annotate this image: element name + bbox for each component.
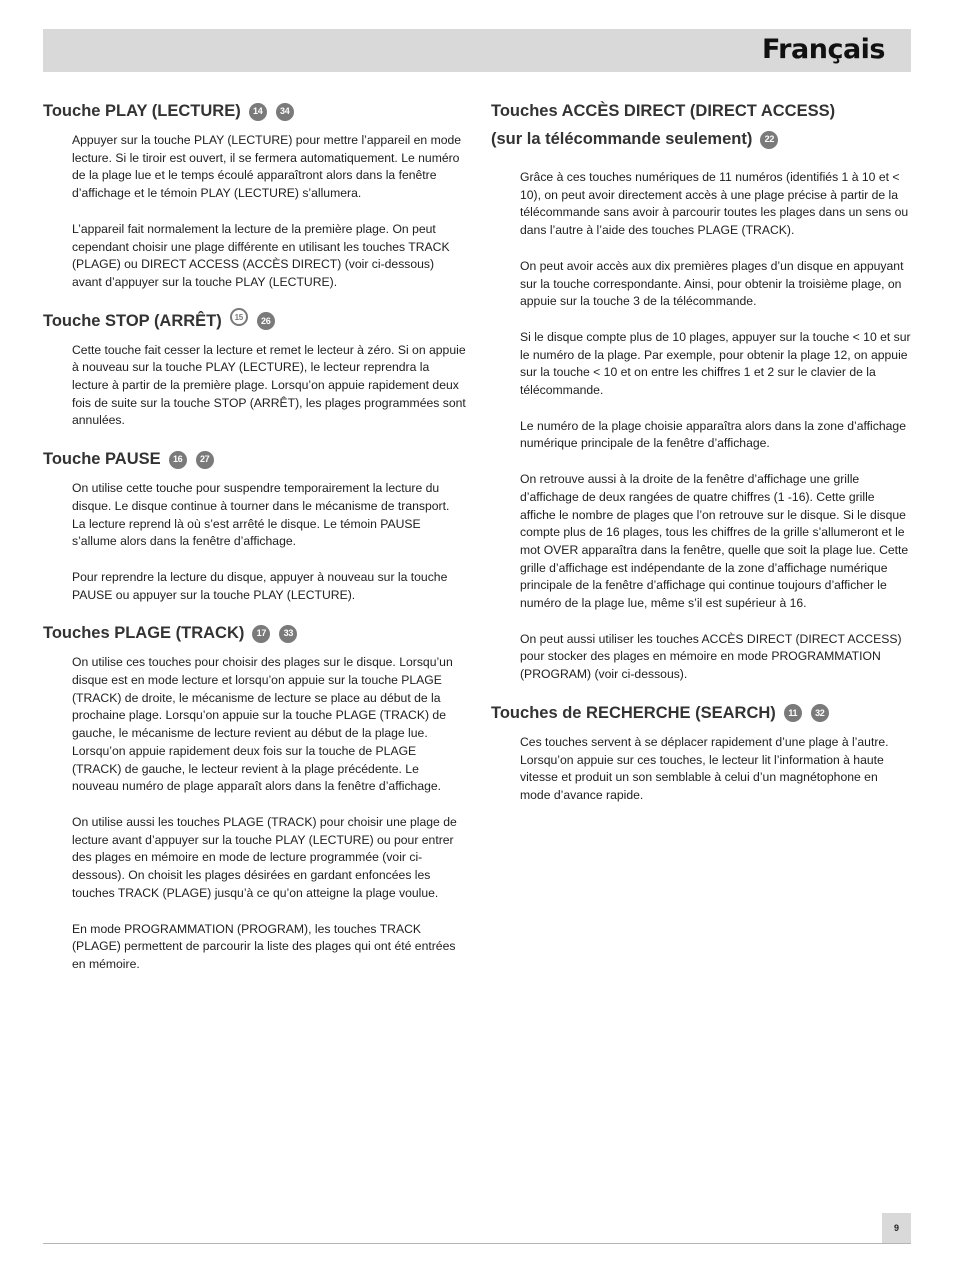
callout-number-badge: 27	[196, 451, 214, 469]
callout-number-badge: 26	[257, 312, 275, 330]
section-track	[43, 622, 466, 973]
paragraph: Appuyer sur la touche PLAY (LECTURE) pour mettre l’appareil en mode lecture. Si le tiroir est ouvert, il se fermera automatiquement. Le numéro de la plage lue et le temps écoulé apparaîtront alors dans la fenêtre d’affichage et le témoin PLAY (LECTURE) s’allumera.	[72, 133, 462, 201]
callout-number-badge: 15	[230, 308, 248, 326]
paragraph: On utilise aussi les touches PLAGE (TRACK) pour choisir une plage de lecture avant d’appuyer sur la touche PLAY (LECTURE) ou pour entrer des plages en mémoire en mode de lecture programmée (voir ci-dessous). On choisit les plages désirées en gardant enfoncées les touches TRACK (PLAGE) jusqu’à ce qu’on atteigne la plage voulue.	[72, 814, 457, 900]
section-heading: Touche STOP (ARRÊT) 15 26	[43, 310, 466, 333]
paragraph: On peut aussi utiliser les touches ACCÈS DIRECT (DIRECT ACCESS) pour stocker des plages en mémoire en mode PROGRAMMATION (PROGRAM) (voir ci-dessous).	[520, 631, 902, 682]
header-bar	[43, 29, 911, 72]
callout-number-badge: 17	[252, 625, 270, 643]
callout-number-badge: 14	[249, 103, 267, 121]
page-title: Français	[761, 34, 885, 65]
paragraph: On utilise ces touches pour choisir des plages sur le disque. Lorsqu’un disque est en mode lecture et lorsqu’on appuie sur la touche PLAGE (TRACK) de droite, le mécanisme de lecture se place au début de la prochaine plage. Lorsqu’on appuie sur la touche PLAGE (TRACK) de gauche, le mécanisme de lecture revient au début de la plage lue. Lorsqu’on appuie rapidement deux fois sur la touche de PLAGE (TRACK) de gauche, le lecteur revient à la plage précédente. Le nouveau numéro de plage apparaît alors dans la fenêtre d’affichage.	[72, 655, 453, 794]
paragraph: Ces touches servent à se déplacer rapidement d’une plage à l’autre. Lorsqu’on appuie sur ces touches, le lecteur lit l’information à haute vitesse et produit un son semblable à celui d’un magnétophone en mode d’avance rapide.	[520, 734, 889, 802]
section-heading: Touches PLAGE (TRACK) 17 33	[43, 622, 466, 645]
callout-number-badge: 22	[760, 131, 778, 149]
section-search	[491, 702, 911, 805]
page-number: 9	[882, 1213, 911, 1243]
section-direct-access	[491, 100, 911, 684]
section-pause	[43, 448, 466, 604]
paragraph: On peut avoir accès aux dix premières plages d’un disque en appuyant sur la touche correspondante. Ainsi, pour obtenir la troisième plage, on appuie sur la touche 3 de la télécommande.	[520, 258, 904, 309]
section-heading: Touches de RECHERCHE (SEARCH) 11 32	[491, 702, 911, 725]
section-stop	[43, 310, 466, 431]
paragraph: Cette touche fait cesser la lecture et remet le lecteur à zéro. Si on appuie à nouveau sur la touche PLAY (LECTURE), le lecteur reprendra la lecture à partir de la première plage. Lorsqu’on appuie rapidement deux fois de suite sur la touche STOP (ARRÊT), les plages programmées sont annulées.	[72, 342, 466, 428]
callout-number-badge: 34	[276, 103, 294, 121]
paragraph: On retrouve aussi à la droite de la fenêtre d’affichage une grille d’affichage de deux rangées de quatre chiffres (1 -16). Cette grille affiche le nombre de plages que l’on retrouve sur le disque. Si le disque compte plus de 16 plages, tous les chiffres de la grille s’allumeront et le mot OVER apparaîtra dans la fenêtre, quelle que soit la plage lue. Cette grille d’affichage est indépendante de la zone d’affichage numérique principale de la fenêtre d’affichage qui continue toujours d’afficher le numéro de la plage lue, même s’il est supérieur à 16.	[520, 472, 909, 611]
callout-number-badge: 33	[279, 625, 297, 643]
paragraph: On utilise cette touche pour suspendre temporairement la lecture du disque. Le disque continue à tourner dans le mécanisme de transport. La lecture reprend là où s’est arrêté le disque. Le témoin PAUSE s’allume alors dans la fenêtre d’affichage.	[72, 481, 450, 549]
callout-number-badge: 16	[169, 451, 187, 469]
section-heading: Touche PLAY (LECTURE) 14 34	[43, 100, 466, 123]
footer-rule	[43, 1243, 911, 1244]
section-heading: Touche PAUSE 16 27	[43, 448, 466, 471]
paragraph: En mode PROGRAMMATION (PROGRAM), les touches TRACK (PLAGE) permettent de parcourir la liste des plages qui ont été entrées en mémoire.	[72, 921, 456, 971]
paragraph: L’appareil fait normalement la lecture de la première plage. On peut cependant choisir une plage différente en utilisant les touches TRACK (PLAGE) ou DIRECT ACCESS (ACCÈS DIRECT) (voir ci-dessous) avant d’appuyer sur la touche PLAY (LECTURE).	[72, 221, 450, 289]
callout-number-badge: 11	[784, 704, 802, 722]
section-heading: Touches ACCÈS DIRECT (DIRECT ACCESS) (sur la télécommande seulement) 22	[491, 102, 836, 148]
paragraph: Pour reprendre la lecture du disque, appuyer à nouveau sur la touche PAUSE ou appuyer sur la touche PLAY (LECTURE).	[72, 569, 448, 602]
right-column	[491, 100, 911, 805]
section-play	[43, 100, 466, 292]
left-column	[43, 100, 466, 974]
paragraph: Grâce à ces touches numériques de 11 numéros (identifiés 1 à 10 et < 10), on peut avoir directement accès à une plage précise à partir de la télécommande sans avoir à parcourir toutes les plages dans un sens ou dans l’autre à l’aide des touches PLAGE (TRACK).	[520, 170, 909, 238]
paragraph: Le numéro de la plage choisie apparaîtra alors dans la zone d’affichage numérique principale de la fenêtre d’affichage.	[520, 418, 906, 451]
paragraph: Si le disque compte plus de 10 plages, appuyer sur la touche < 10 et sur le numéro de la plage. Par exemple, pour obtenir la plage 12, on appuie sur la touche < 10 et on entre les chiffres 1 et 2 sur le clavier de la télécommande.	[520, 329, 911, 398]
callout-number-badge: 32	[811, 704, 829, 722]
